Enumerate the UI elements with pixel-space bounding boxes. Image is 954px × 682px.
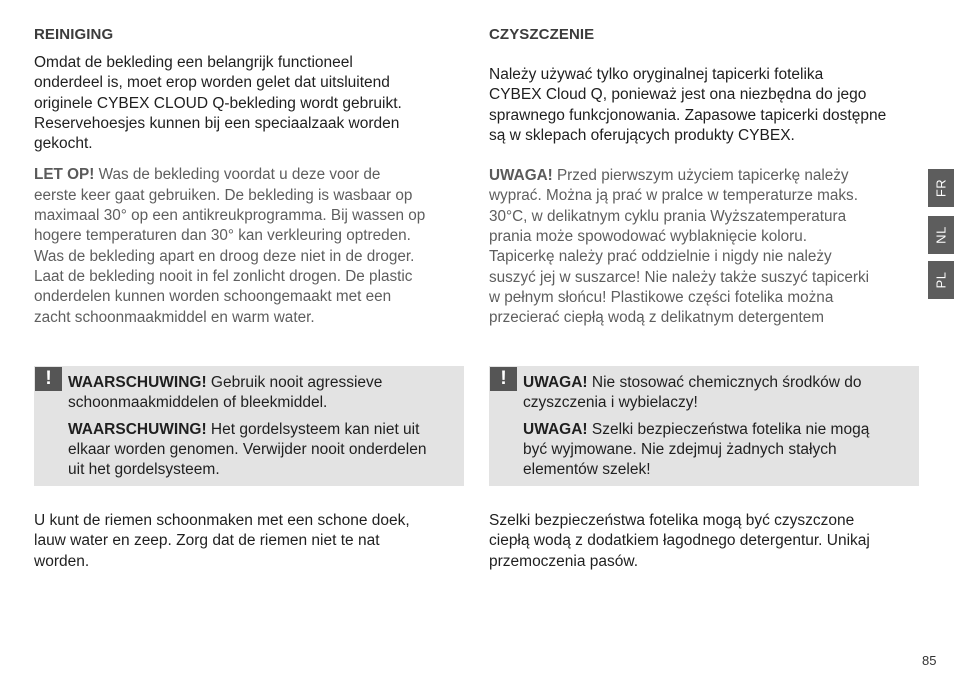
warning-item: WAARSCHUWING! Gebruik nooit agressieve schoonmaakmiddelen of bleekmiddel. [68,374,383,412]
warning-box [34,366,464,486]
warning-text [68,373,460,480]
warning-item: WAARSCHUWING! Het gordelsysteem kan niet uit elkaar worden genomen. Verwijder nooit onderdelen uit het gordelsysteem. [68,420,427,479]
belt-cleaning-paragraph: U kunt de riemen schoonmaken met een schone doek, lauw water en zeep. Zorg dat de riemen niet te nat worden. [34,512,410,570]
language-tab-nl[interactable]: NL [928,216,954,254]
dutch-column [34,26,464,328]
section-heading: CZYSZCZENIE [489,26,595,43]
polish-column [489,26,921,329]
intro-paragraph: Należy używać tylko oryginalnej tapicerki fotelika CYBEX Cloud Q, ponieważ jest ona niezbędna do jego sprawnego funkcjonowania. Zapasowe tapicerki dostępne są w sklepach oferujących produkty CYBEX. [489,66,887,144]
exclamation-icon: ! [490,367,517,391]
warning-item: UWAGA! Szelki bezpieczeństwa fotelika nie mogą być wyjmowane. Nie zdejmuj żadnych stałych elementów szelek! [523,420,870,479]
exclamation-icon: ! [35,367,62,391]
care-note: LET OP! Was de bekleding voordat u deze voor de eerste keer gaat gebruiken. De bekleding is wasbaar op maximaal 30° op een antikreukprogramma. Bij wassen op hogere temperaturen dan 30° kan verkleuring optreden. Was de bekleding apart en droog deze niet in de droger. Laat de bekleding nooit in fel zonlicht drogen. De plastic onderdelen kunnen worden schoongemaakt met een zacht schoonmaakmiddel en warm water. [34,166,426,326]
care-note: UWAGA! Przed pierwszym użyciem tapicerkę należy wyprać. Można ją prać w pralce w temperaturze maks. 30°C, w delikatnym cyklu prania Wyższatemperatura prania może spowodować wyblaknięcie koloru. Tapicerkę należy prać oddzielnie i nigdy nie należy suszyć jej w suszarce! Nie należy także suszyć tapicerki w pełnym słońcu! Plastikowe części fotelika można przecierać ciepłą wodą z delikatnym detergentem [489,167,870,327]
page-number: 85 [922,653,937,668]
language-tab-pl[interactable]: PL [928,261,954,299]
language-tab-fr[interactable]: FR [928,169,954,207]
intro-paragraph: Omdat de bekleding een belangrijk functioneel onderdeel is, moet erop worden gelet dat uitsluitend originele CYBEX CLOUD Q-bekleding wordt gebruikt. Reservehoesjes kunnen bij een speciaalzaak worden gekocht. [34,54,402,153]
warning-item: UWAGA! Nie stosować chemicznych środków do czyszczenia i wybielaczy! [523,374,862,412]
note-lead: UWAGA! [489,167,553,185]
section-heading: REINIGING [34,26,114,43]
warning-text [523,373,915,480]
warning-box [489,366,919,486]
note-lead: LET OP! [34,166,95,184]
belt-cleaning-paragraph: Szelki bezpieczeństwa fotelika mogą być czyszczone ciepłą wodą z dodatkiem łagodnego detergentur. Unikaj przemoczenia pasów. [489,512,870,570]
